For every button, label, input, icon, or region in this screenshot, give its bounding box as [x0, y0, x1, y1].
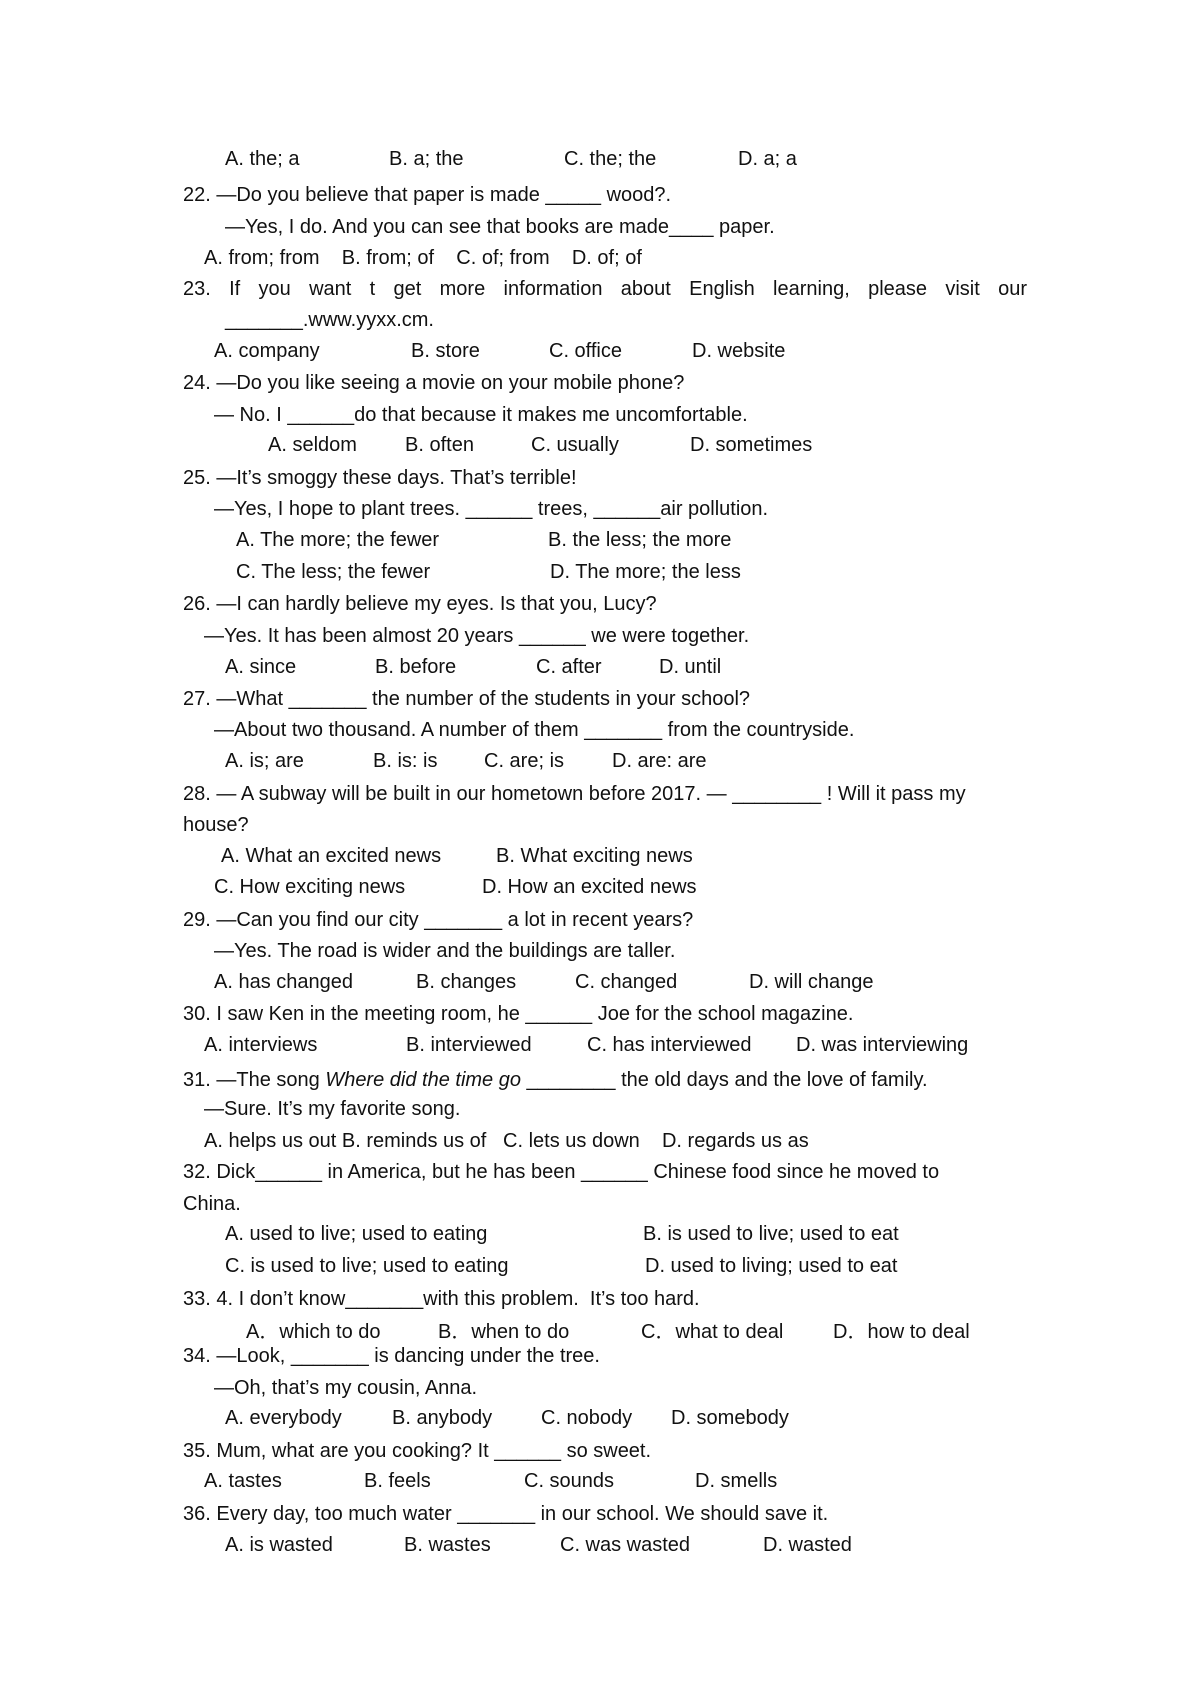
question-35-stem: 35. Mum, what are you cooking? It ______ so sweet.: [183, 1440, 652, 1462]
option-d: D. used to living; used to eat: [645, 1255, 898, 1277]
option-b: B. before: [375, 656, 457, 678]
question-31-reply: —Sure. It’s my favorite song.: [204, 1098, 461, 1120]
option-b: B. often: [405, 434, 474, 456]
question-22-options: A. from; from B. from; of C. of; from D. of; of: [204, 247, 642, 269]
option-a: A. the; a: [225, 148, 300, 170]
option-d: D. somebody: [671, 1407, 789, 1429]
question-34-stem: 34. —Look, _______ is dancing under the tree.: [183, 1345, 600, 1367]
option-c: C. The less; the fewer: [236, 561, 431, 583]
question-30-stem: 30. I saw Ken in the meeting room, he ______ Joe for the school magazine.: [183, 1003, 854, 1025]
option-d: D. wasted: [763, 1534, 852, 1556]
option-d: D. sometimes: [690, 434, 813, 456]
option-c: C. sounds: [524, 1470, 615, 1492]
option-b: B. is: is: [373, 750, 438, 772]
question-31-stem: [183, 1068, 928, 1092]
question-28-stem-continued: house?: [183, 814, 249, 836]
option-c: C．what to deal: [641, 1321, 784, 1343]
option-a: A. is wasted: [225, 1534, 333, 1556]
option-a: A. What an excited news: [221, 845, 442, 867]
question-29-reply: —Yes. The road is wider and the buildings are taller.: [214, 940, 676, 962]
option-a: A. company: [214, 340, 320, 362]
option-c: C. usually: [531, 434, 619, 456]
option-d: D. smells: [695, 1470, 778, 1492]
option-c: C. after: [536, 656, 602, 678]
question-31-stem-start: 31. —The song: [183, 1069, 326, 1091]
option-b: B. feels: [364, 1470, 431, 1492]
question-27-reply: —About two thousand. A number of them _______ from the countryside.: [214, 719, 855, 741]
option-c: C. is used to live; used to eating: [225, 1255, 509, 1277]
option-c: C. changed: [575, 971, 678, 993]
option-b: B. wastes: [404, 1534, 491, 1556]
question-31-options: A. helps us out B. reminds us of C. lets us down D. regards us as: [204, 1130, 809, 1152]
question-31-stem-end: ________ the old days and the love of family.: [520, 1069, 928, 1091]
option-d: D．how to deal: [833, 1321, 970, 1343]
option-a: A. tastes: [204, 1470, 282, 1492]
option-a: A. since: [225, 656, 297, 678]
option-c: C. are; is: [484, 750, 565, 772]
question-32-stem: 32. Dick______ in America, but he has been ______ Chinese food since he moved to: [183, 1161, 940, 1183]
option-d: D. was interviewing: [796, 1034, 969, 1056]
option-a: A. is; are: [225, 750, 304, 772]
option-d: D. a; a: [738, 148, 797, 170]
option-b: B. a; the: [389, 148, 464, 170]
question-26-reply: —Yes. It has been almost 20 years ______ we were together.: [204, 625, 750, 647]
option-b: B. the less; the more: [548, 529, 732, 551]
option-b: B. interviewed: [406, 1034, 532, 1056]
question-23-stem-continued: _______.www.yyxx.cm.: [225, 309, 434, 331]
option-c: C. nobody: [541, 1407, 633, 1429]
option-b: B. anybody: [392, 1407, 493, 1429]
question-27-stem: 27. —What _______ the number of the students in your school?: [183, 688, 751, 710]
question-22-reply: —Yes, I do. And you can see that books are made____ paper.: [225, 216, 775, 238]
option-c: C. was wasted: [560, 1534, 691, 1556]
option-a: A. has changed: [214, 971, 353, 993]
option-b: B. store: [411, 340, 480, 362]
question-29-stem: 29. —Can you find our city _______ a lot in recent years?: [183, 909, 694, 931]
option-d: D. website: [692, 340, 786, 362]
question-23-stem: 23. If you want t get more information about English learning, please visit our: [183, 278, 1027, 300]
option-b: B. is used to live; used to eat: [643, 1223, 899, 1245]
option-a: A. The more; the fewer: [236, 529, 440, 551]
question-26-stem: 26. —I can hardly believe my eyes. Is that you, Lucy?: [183, 593, 657, 615]
option-a: A．which to do: [246, 1321, 381, 1343]
option-b: B. changes: [416, 971, 517, 993]
option-a: A. interviews: [204, 1034, 318, 1056]
option-d: D. The more; the less: [550, 561, 741, 583]
option-c: C. How exciting news: [214, 876, 406, 898]
option-b: B. What exciting news: [496, 845, 693, 867]
question-34-reply: —Oh, that’s my cousin, Anna.: [214, 1377, 478, 1399]
question-28-stem: 28. — A subway will be built in our hometown before 2017. — ________ ! Will it pass my: [183, 783, 966, 805]
question-25-reply: —Yes, I hope to plant trees. ______ trees, ______air pollution.: [214, 498, 769, 520]
option-b: B．when to do: [438, 1321, 570, 1343]
option-d: D. are: are: [612, 750, 707, 772]
option-d: D. How an excited news: [482, 876, 697, 898]
question-32-stem-continued: China.: [183, 1193, 241, 1215]
option-c: C. has interviewed: [587, 1034, 752, 1056]
question-24-reply: — No. I ______do that because it makes me uncomfortable.: [214, 404, 748, 426]
option-a: A. seldom: [268, 434, 357, 456]
option-c: C. the; the: [564, 148, 657, 170]
option-d: D. will change: [749, 971, 874, 993]
option-c: C. office: [549, 340, 622, 362]
song-title: Where did the time go: [325, 1069, 521, 1091]
question-22-stem: 22. —Do you believe that paper is made _____ wood?.: [183, 184, 672, 206]
option-a: A. used to live; used to eating: [225, 1223, 488, 1245]
question-24-stem: 24. —Do you like seeing a movie on your mobile phone?: [183, 372, 685, 394]
question-33-stem: 33. 4. I don’t know_______with this problem. It’s too hard.: [183, 1288, 700, 1310]
option-d: D. until: [659, 656, 722, 678]
question-25-stem: 25. —It’s smoggy these days. That’s terrible!: [183, 467, 577, 489]
question-36-stem: 36. Every day, too much water _______ in our school. We should save it.: [183, 1503, 829, 1525]
option-a: A. everybody: [225, 1407, 342, 1429]
